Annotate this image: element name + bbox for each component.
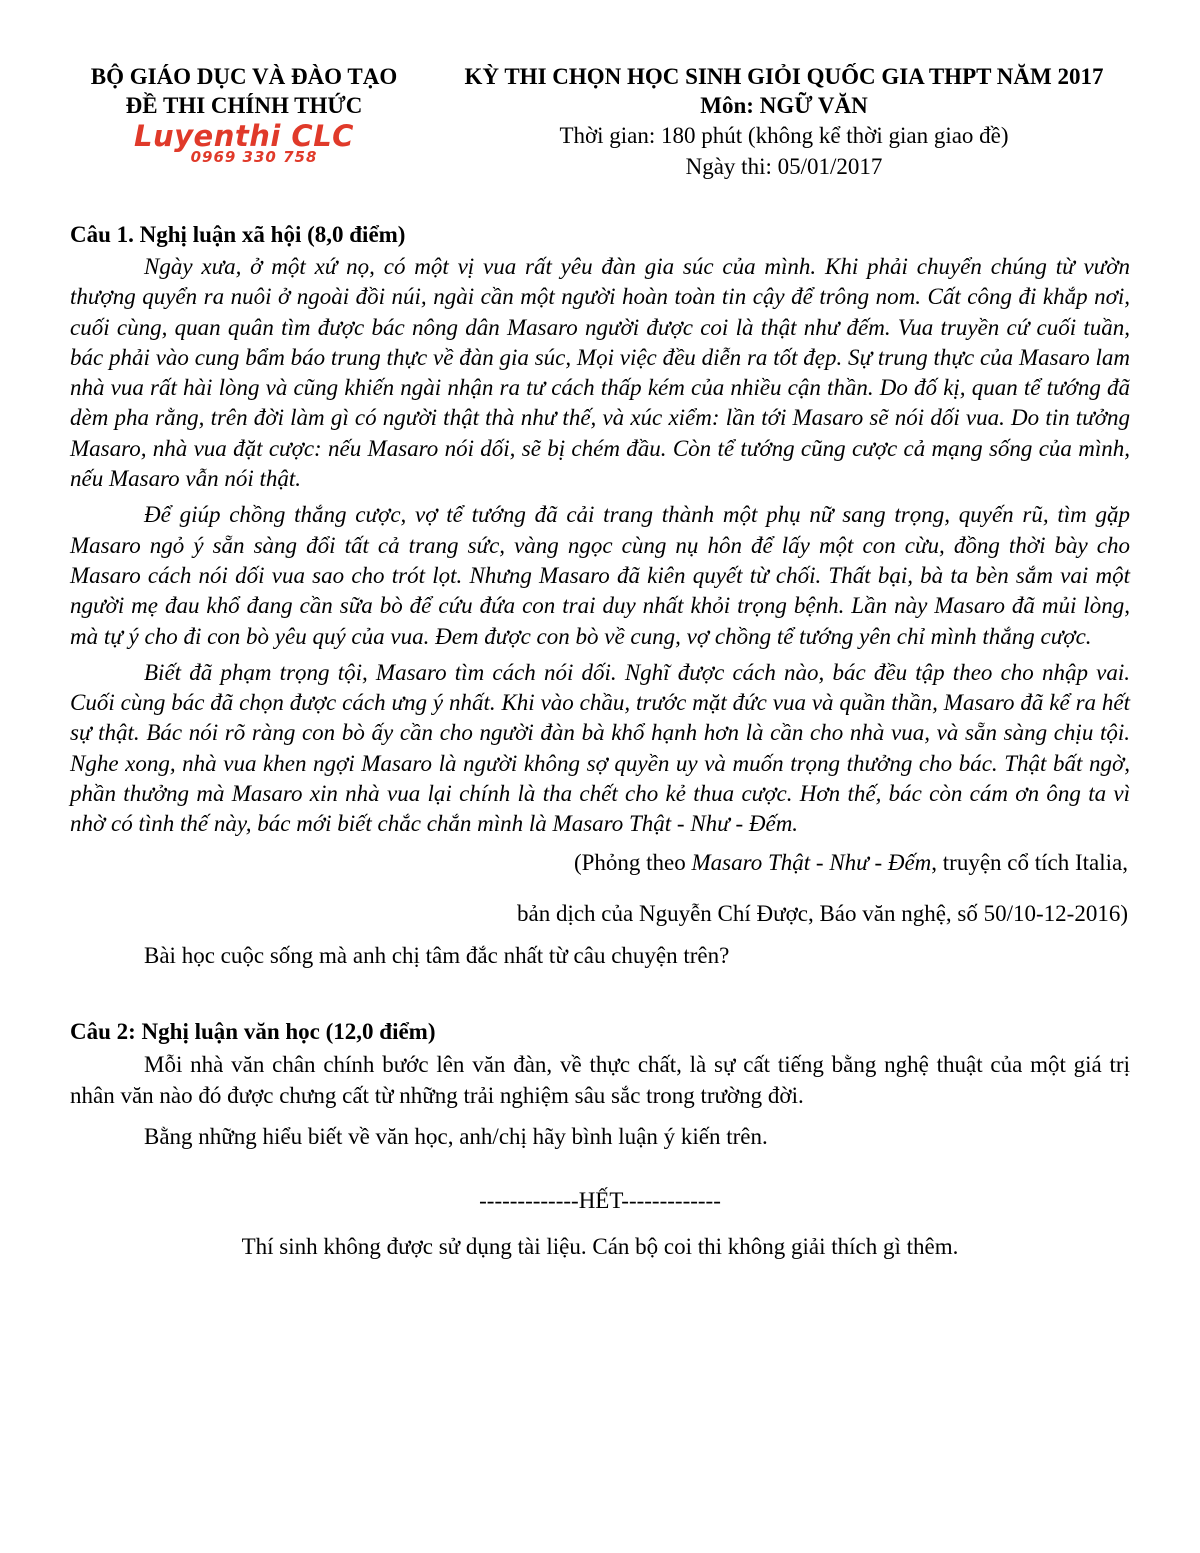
question-2-title: Câu 2: Nghị luận văn học (12,0 điểm): [70, 1018, 436, 1044]
story-paragraph: Ngày xưa, ở một xứ nọ, có một vị vua rất yêu đàn gia súc của mình. Khi phải chuyển chúng từ vườn thượng quyển ra nuôi ở ngoài đồi núi, ngài cần một người hoàn toàn tin cậy để trông nom. Cất công đi khắp nơi, cuối cùng, quan quân tìm được bác nông dân Masaro người được coi là thật như đếm. Vua truyền cứ cuối tuần, bác phải vào cung bẩm báo trung thực về đàn gia súc, Mọi việc đều diễn ra tốt đẹp. Sự trung thực của Masaro lam nhà vua rất hài lòng và cũng khiến ngài nhận ra tư cách thấp kém của nhiều cận thần. Do đố kị, quan tể tướng đã dèm pha rằng, trên đời làm gì có người thật thà như thế, và xúc xiểm: lần tới Masaro sẽ nói dối vua. Do tin tưởng Masaro, nhà vua đặt cược: nếu Masaro nói dối, sẽ bị chém đầu. Còn tể tướng cũng cược cả mạng sống của mình, nếu Masaro vẫn nói thật.: [70, 254, 1130, 492]
source-prefix: (Phỏng theo: [573, 849, 692, 875]
candidate-note: Thí sinh không được sử dụng tài liệu. Cán bộ coi thi không giải thích gì thêm.: [241, 1233, 959, 1259]
question-1-story: [70, 252, 1130, 840]
logo-brand-text: Luyenthi CLC: [134, 119, 354, 153]
source-citation-line-2: bản dịch của Nguyễn Chí Được, Báo văn nghệ, số 50/10-12-2016): [516, 900, 1128, 926]
header-left: [64, 62, 424, 165]
exam-subject: Môn: NGỮ VĂN: [700, 93, 868, 118]
question-1-prompt: Bài học cuộc sống mà anh chị tâm đắc nhất từ câu chuyện trên?: [144, 942, 730, 968]
source-citation: [70, 848, 1130, 878]
question-2-paragraph: Mỗi nhà văn chân chính bước lên văn đàn, về thực chất, là sự cất tiếng bằng nghệ thuật của một giá trị nhân văn nào đó được chưng cất từ những trải nghiệm sâu sắc trong trường đời.: [70, 1051, 1130, 1108]
question-1-title: Câu 1. Nghị luận xã hội (8,0 điểm): [70, 222, 406, 247]
source-suffix: , truyện cổ tích Italia,: [931, 849, 1128, 875]
header-right: [428, 62, 1140, 182]
question-2-paragraph: Bằng những hiểu biết về văn học, anh/chị hãy bình luận ý kiến trên.: [144, 1123, 768, 1149]
logo-phone-text: 0969 330 758: [190, 148, 318, 166]
official-exam-label: ĐỀ THI CHÍNH THỨC: [125, 93, 363, 118]
end-marker: -------------HẾT-------------: [479, 1187, 721, 1213]
exam-title: KỲ THI CHỌN HỌC SINH GIỎI QUỐC GIA THPT NĂM 2017: [464, 64, 1104, 89]
exam-content: [70, 218, 1130, 1262]
story-paragraph: Để giúp chồng thắng cược, vợ tể tướng đã cải trang thành một phụ nữ sang trọng, quyến rũ, tìm gặp Masaro ngỏ ý sẵn sàng đổi tất cả trang sức, vàng ngọc cùng nụ hôn để lấy một con cừu, đồng thời bày cho Masaro cách nói dối vua sao cho trót lọt. Nhưng Masaro đã kiên quyết từ chối. Thất bại, bà ta bèn sắm vai một người mẹ đau khổ đang cần sữa bò để cứu đứa con trai duy nhất khỏi trọng bệnh. Lần này Masaro đã mủi lòng, mà tự ý cho đi con bò yêu quý của vua. Đem được con bò về cung, vợ chồng tể tướng yên chỉ mình thắng cược.: [70, 502, 1130, 649]
story-paragraph: Biết đã phạm trọng tội, Masaro tìm cách nói dối. Nghĩ được cách nào, bác đều tập theo cho nhập vai. Cuối cùng bác đã chọn được cách ưng ý nhất. Khi vào chầu, trước mặt đức vua và quần thần, Masaro đã kể ra hết sự thật. Bác nói rõ ràng con bò ấy cần cho người đàn bà khổ hạnh hơn là cần cho nhà vua, và sẵn sàng chịu tội. Nghe xong, nhà vua khen ngợi Masaro là người không sợ quyền uy và muốn trọng thưởng cho bác. Thật bất ngờ, phần thưởng mà Masaro xin nhà vua lại chính là tha chết cho kẻ thua cược. Hơn thế, bác còn cám ơn ông ta vì nhờ có tình thế này, bác mới biết chắc chắn mình là Masaro Thật - Như - Đếm.: [70, 659, 1130, 837]
ministry-name: BỘ GIÁO DỤC VÀ ĐÀO TẠO: [90, 64, 398, 89]
exam-date: Ngày thi: 05/01/2017: [685, 154, 883, 179]
source-title: Masaro Thật - Như - Đếm: [691, 849, 932, 875]
question-2-body: [70, 1049, 1130, 1152]
exam-time: Thời gian: 180 phút (không kể thời gian giao đề): [559, 123, 1009, 148]
luyenthi-logo: [64, 119, 424, 166]
